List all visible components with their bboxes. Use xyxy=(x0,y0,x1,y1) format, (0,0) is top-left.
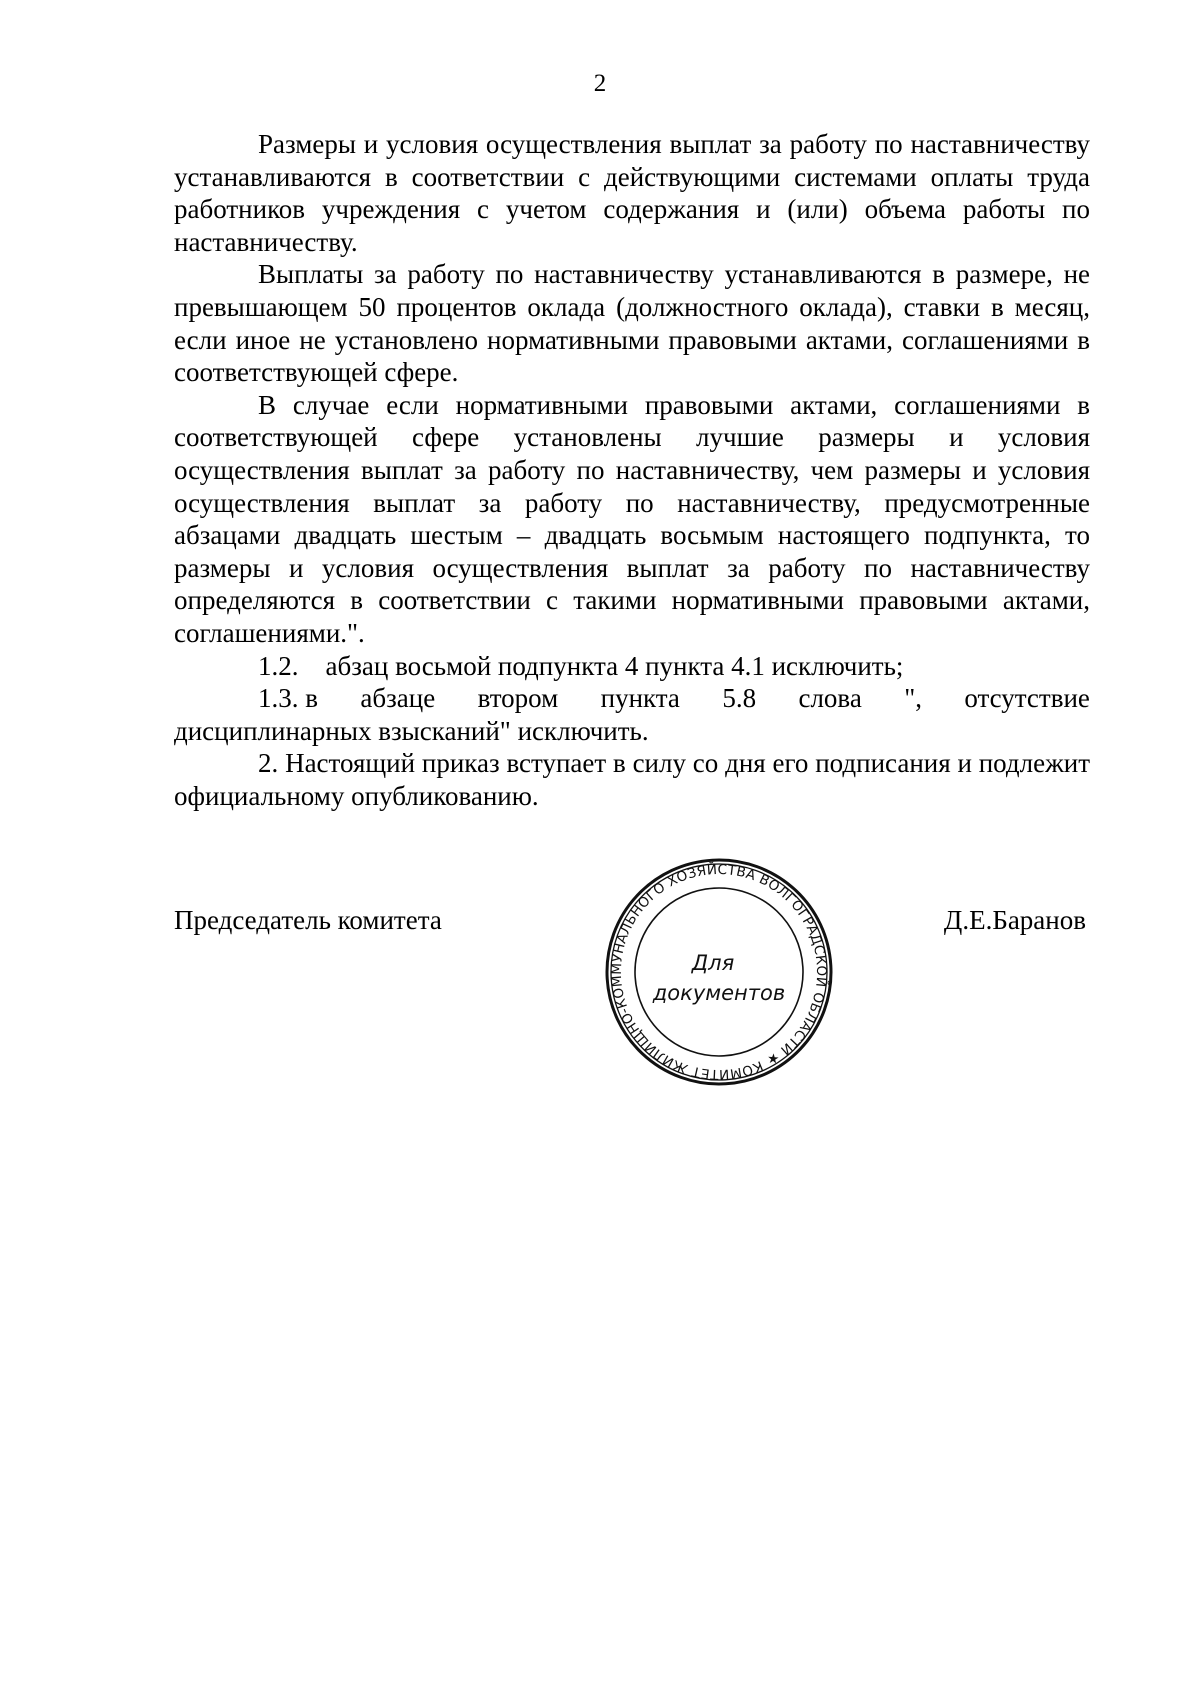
item-1-3-word: пункта xyxy=(600,683,680,714)
item-1-3-word: 5.8 xyxy=(722,683,757,714)
item-1-3-word: 1.3. в xyxy=(258,683,318,714)
stamp-center-line-2: документов xyxy=(652,981,786,1005)
page-number: 2 xyxy=(593,70,607,97)
paragraph-payment-size: Выплаты за работу по наставничеству устанавливаются в размере, не превышающем 50 процентов оклада (должностного оклада), ставки в месяц, если иное не установлено нормативными правовыми актами, соглашениями в соответствующей сфере. xyxy=(174,259,1090,388)
stamp-center-line-1: Для xyxy=(691,951,735,975)
item-1-3-word: втором xyxy=(477,683,559,714)
item-1-3-word: слова xyxy=(798,683,862,714)
item-1-2: 1.2. абзац восьмой подпункта 4 пункта 4.1 исключить; xyxy=(258,650,904,681)
official-stamp xyxy=(603,856,835,1088)
item-1-3-word: ", xyxy=(904,683,922,714)
item-2-effective-date: 2. Настоящий приказ вступает в силу со дня его подписания и подлежит официальному опубликованию. xyxy=(174,748,1090,811)
item-1-3-first-line xyxy=(174,682,1090,715)
item-1-3-word: отсутствие xyxy=(964,683,1090,714)
paragraph-payment-conditions: Размеры и условия осуществления выплат за работу по наставничеству устанавливаются в соответствии с действующими системами оплаты труда работников учреждения с учетом содержания и (или) объема работы по наставничеству. xyxy=(174,129,1090,257)
item-1-3-continuation: дисциплинарных взысканий" исключить. xyxy=(174,715,649,746)
item-1-3 xyxy=(174,682,1090,747)
item-1-3-word: абзаце xyxy=(360,683,436,714)
stamp-ring-text: КОМИТЕТ ЖИЛИЩНО-КОММУНАЛЬНОГО ХОЗЯЙСТВА ВОЛГОГРАДСКОЙ ОБЛАСТИ ★ xyxy=(608,861,830,1083)
signatory-name: Д.Е.Баранов xyxy=(943,905,1086,935)
signatory-position: Председатель комитета xyxy=(174,905,442,935)
document-body xyxy=(174,128,1090,812)
paragraph-better-conditions: В случае если нормативными правовыми актами, соглашениями в соответствующей сфере установлены лучшие размеры и условия осуществления выплат за работу по наставничеству, чем размеры и условия осуществления выплат за работу по наставничеству, предусмотренные абзацами двадцать шестым – двадцать восьмым настоящего подпункта, то размеры и условия осуществления выплат за работу по наставничеству определяются в соответствии с такими нормативными правовыми актами, соглашениями.". xyxy=(174,389,1090,648)
